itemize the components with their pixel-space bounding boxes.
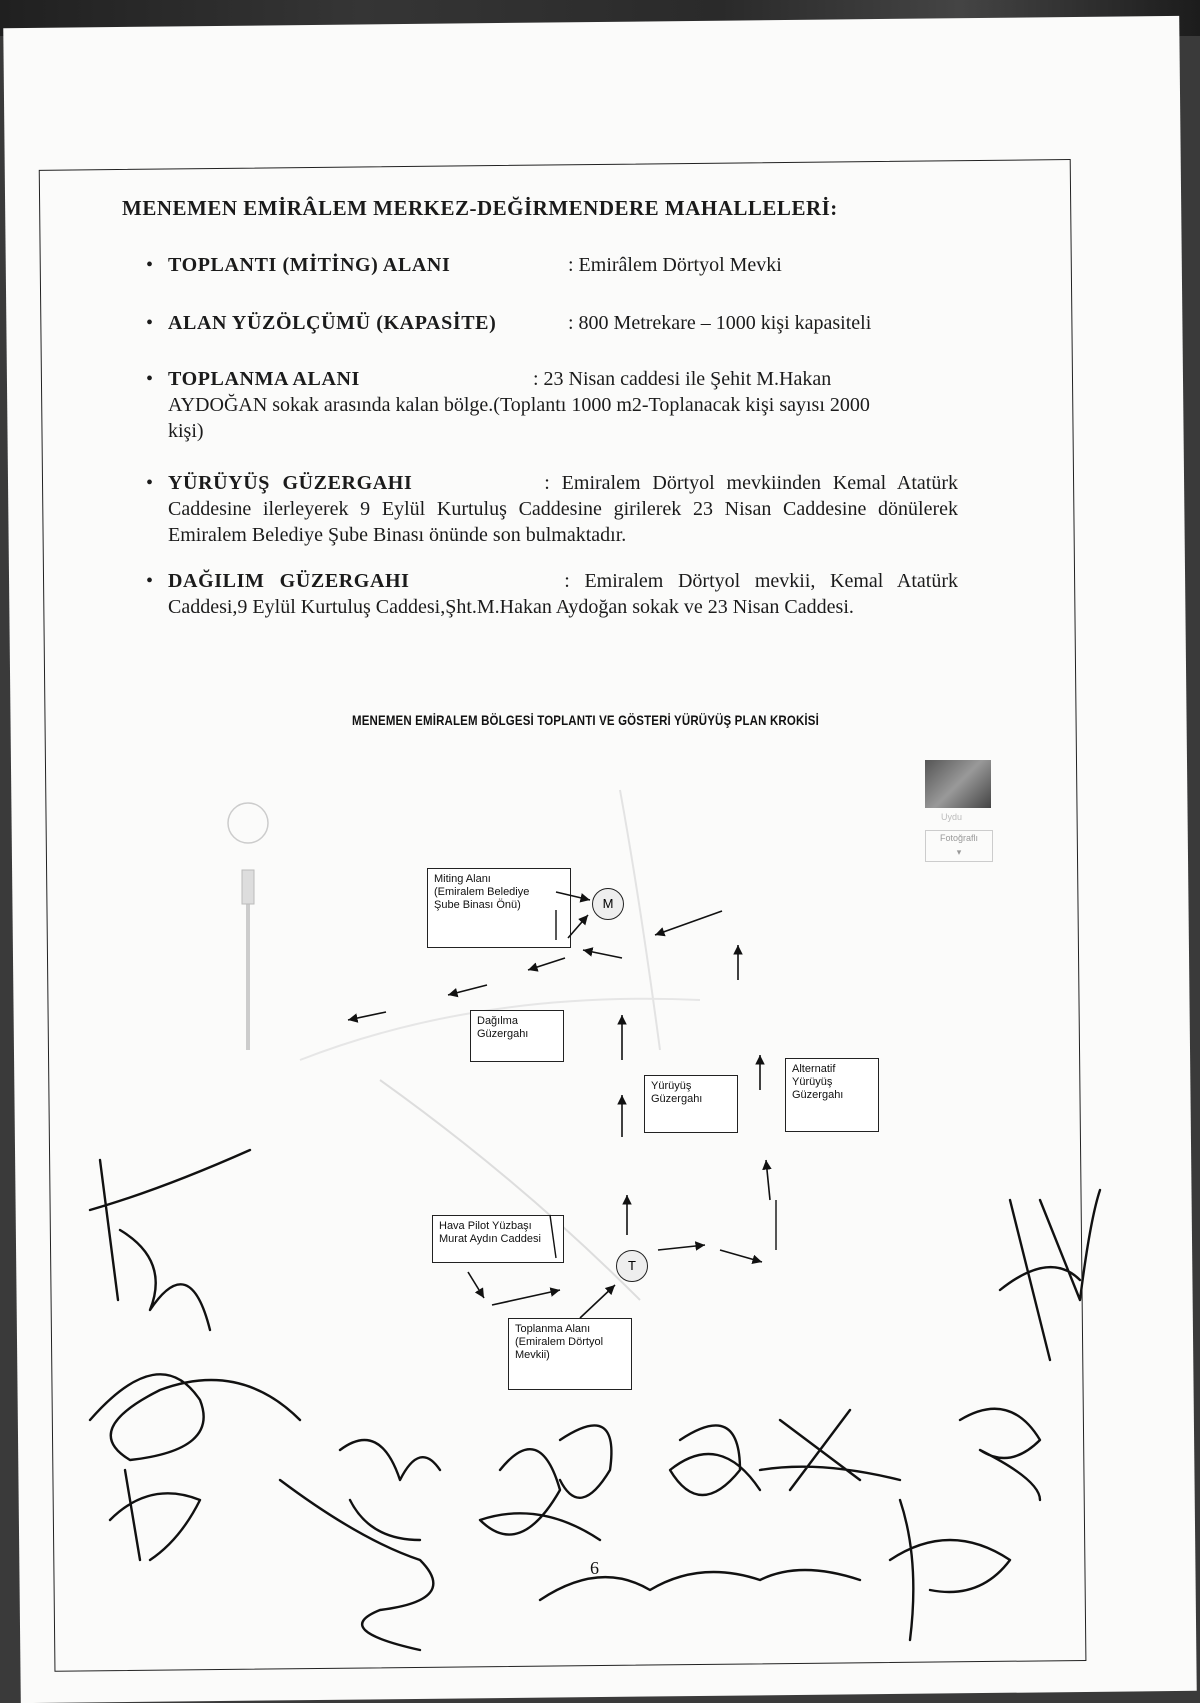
signature [890,1500,1010,1640]
signature [340,1440,440,1540]
item-value: : Emirâlem Dörtyol Mevki [568,254,782,276]
item-label: TOPLANTI (MİTİNG) ALANI [168,254,451,276]
bullet-icon: • [146,312,154,334]
signature [480,1449,600,1540]
box-dagilma-guzergahi: Dağılma Güzergahı [470,1010,564,1062]
box-yuruyus-guzergahi: Yürüyüş Güzergahı [644,1075,738,1133]
box-hava-pilot-caddesi: Hava Pilot Yüzbaşı Murat Aydın Caddesi [432,1215,564,1263]
item-value: : 800 Metrekare – 1000 kişi kapasiteli [568,312,872,334]
satellite-label: Uydu [941,812,963,822]
signature [1000,1190,1100,1360]
photo-label: Fotoğraflı [939,833,979,843]
item-label: ALAN YÜZÖLÇÜMÜ (KAPASİTE) [168,312,497,334]
box-miting-alani: Miting Alanı (Emiralem Belediye Şube Binası Önü) [427,868,571,948]
signature [540,1570,860,1600]
item-value: : 23 Nisan caddesi ile Şehit M.Hakan AYDOĞAN sokak arasında kalan bölge.(Toplantı 1000 m2-Toplanacak kişi sayısı 2000 kişi) [168,368,870,442]
marker-toplanma: T [616,1250,648,1282]
signature [560,1425,611,1497]
item-label: YÜRÜYÜŞ GÜZERGAHI [168,472,413,494]
signature [110,1470,200,1560]
page-number: 6 [590,1558,599,1578]
signature [90,1374,300,1460]
section-heading: MENEMEN EMİRÂLEM MERKEZ-DEĞİRMENDERE MAHALLELERİ: [122,196,838,220]
signature [280,1480,433,1650]
map-title: MENEMEN EMİRALEM BÖLGESİ TOPLANTI VE GÖSTERİ YÜRÜYÜŞ PLAN KROKİSİ [352,712,819,728]
signature [960,1409,1040,1500]
item-value: : Emiralem Dörtyol mevkiinden Kemal Atatürk Caddesine ilerleyerek 9 Eylül Kurtuluş Caddesine girilerek 23 Nisan Caddesine dönülerek Emiralem Belediye Şube Binası önünde son bulmaktadır. [168,472,959,546]
bullet-icon: • [146,254,154,276]
bullet-icon: • [146,570,154,592]
photo-toggle-button[interactable]: Fotoğraflı ▾ [925,830,993,862]
signature [90,1150,250,1330]
item-value: : Emiralem Dörtyol mevkii, Kemal Atatürk Caddesi,9 Eylül Kurtuluş Caddesi,Şht.M.Hakan Aydoğan sokak ve 23 Nisan Caddesi. [168,570,959,618]
item-label: DAĞILIM GÜZERGAHI [168,570,410,592]
box-toplanma-alani: Toplanma Alanı (Emiralem Dörtyol Mevkii) [508,1318,632,1390]
signature [760,1410,900,1490]
bullet-icon: • [146,368,154,390]
item-label: TOPLANMA ALANI [168,368,360,390]
bullet-icon: • [146,472,154,494]
signature [670,1425,760,1495]
box-alternatif-yuruyus: Alternatif Yürüyüş Güzergahı [785,1058,879,1132]
marker-miting: M [592,888,624,920]
